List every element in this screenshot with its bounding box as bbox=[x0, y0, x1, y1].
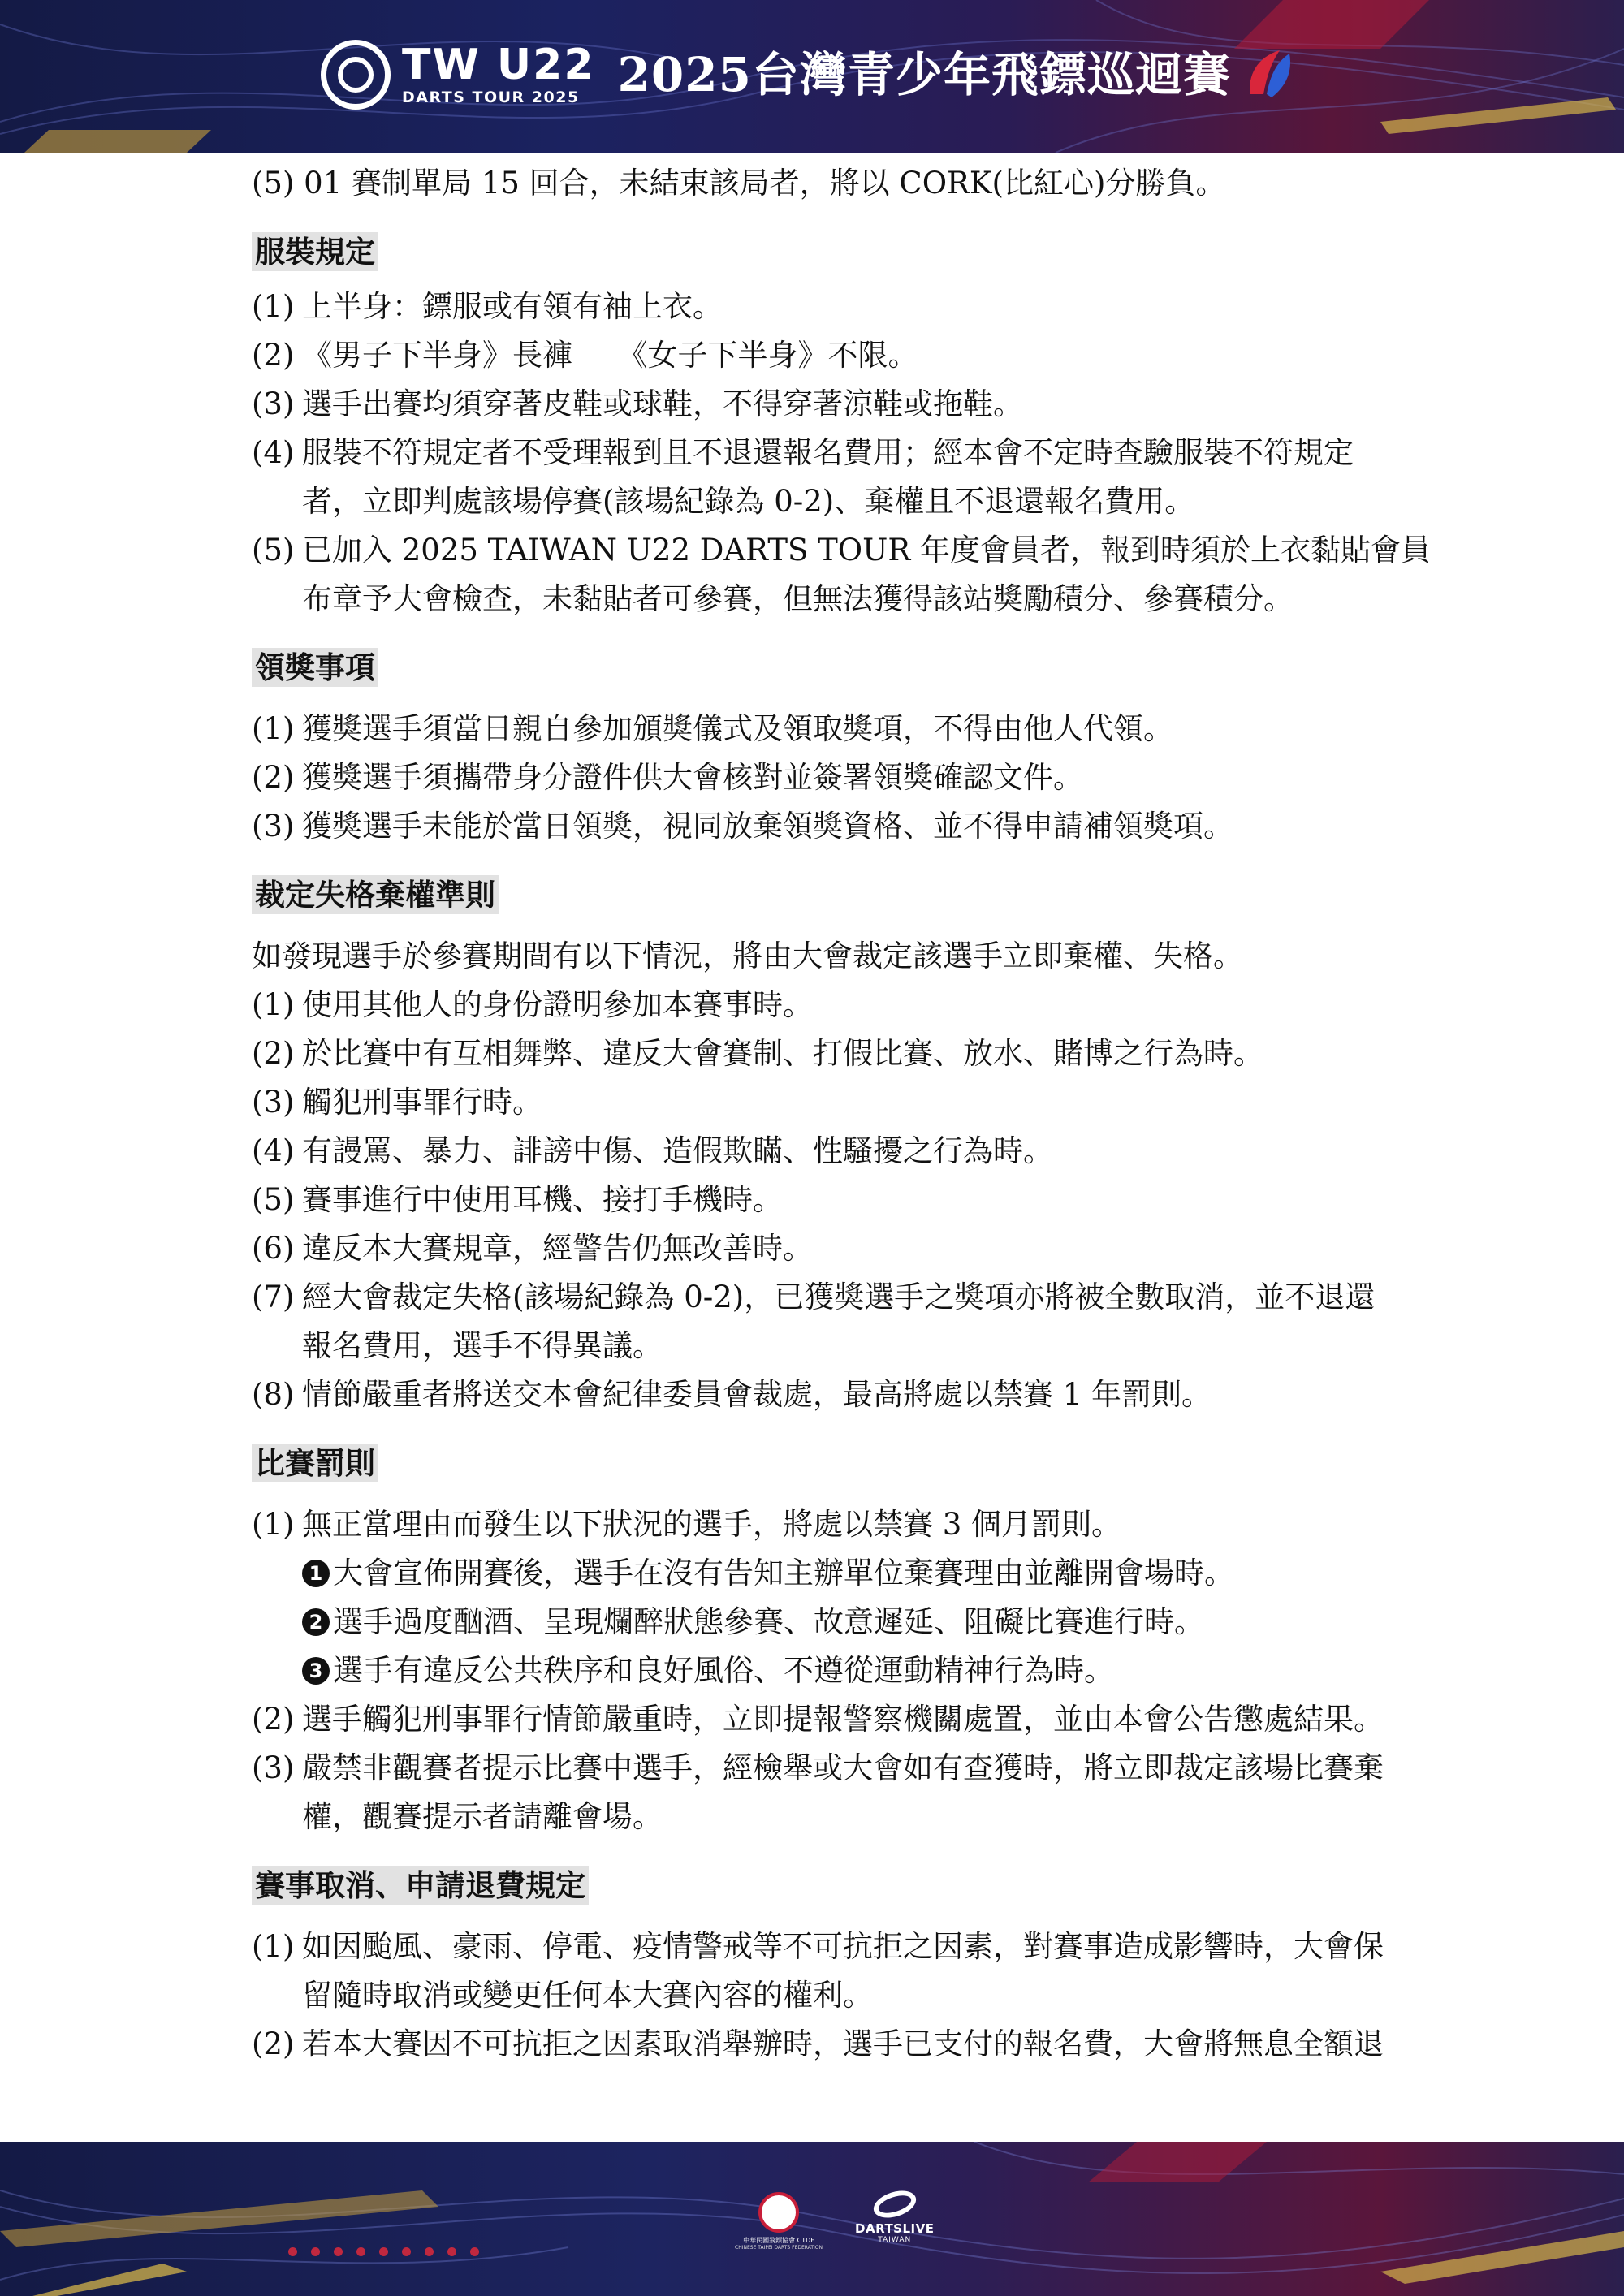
item-number: (2) bbox=[252, 1036, 295, 1071]
item-text: 賽事進行中使用耳機、接打手機時。 bbox=[302, 1182, 783, 1217]
dartslive-logo bbox=[855, 2192, 934, 2244]
sub-item-text: 選手過度酗酒、呈現爛醉狀態參賽、故意遲延、阻礙比賽進行時。 bbox=[333, 1604, 1204, 1639]
page-header bbox=[0, 0, 1624, 153]
item-text: 服裝不符規定者不受理報到且不退還報名費用；經本會不定時查驗服裝不符規定 bbox=[302, 435, 1354, 470]
item-number: (4) bbox=[252, 435, 295, 470]
section-heading: 裁定失格棄權準則 bbox=[252, 875, 499, 914]
page-title: 2025台灣青少年飛鏢巡迴賽 bbox=[617, 47, 1231, 102]
list-item bbox=[252, 1695, 1486, 1744]
item-number: (1) bbox=[252, 1929, 295, 1964]
list-item bbox=[252, 981, 1486, 1029]
list-item bbox=[252, 1127, 1486, 1176]
item-text: 已加入 2025 TAIWAN U22 DARTS TOUR 年度會員者，報到時須於上衣黏貼會員 bbox=[302, 533, 1431, 568]
item-number: (1) bbox=[252, 1507, 295, 1542]
item-text: 獲獎選手須當日親自參加頒獎儀式及領取獎項，不得由他人代領。 bbox=[302, 711, 1173, 746]
section-attire bbox=[252, 232, 1486, 624]
item-number: (8) bbox=[252, 1377, 295, 1412]
item-text: 權，觀賽提示者請離會場。 bbox=[302, 1799, 663, 1834]
footer-logos bbox=[735, 2192, 934, 2251]
brand-text bbox=[402, 42, 595, 107]
item-number: (2) bbox=[252, 338, 295, 373]
section-penalties bbox=[252, 1444, 1486, 1841]
section-awards bbox=[252, 648, 1486, 851]
list-item bbox=[252, 1224, 1486, 1273]
section-heading: 比賽罰則 bbox=[252, 1444, 378, 1482]
ctdf-logo bbox=[735, 2192, 823, 2251]
circled-number-icon: 3 bbox=[302, 1657, 330, 1685]
item-text: 使用其他人的身份證明參加本賽事時。 bbox=[302, 987, 813, 1022]
item-text: 上半身：鏢服或有領有袖上衣。 bbox=[302, 289, 723, 324]
list-item bbox=[252, 283, 1486, 331]
sub-item bbox=[252, 1598, 1486, 1646]
dartslive-name: DARTSLIVE bbox=[855, 2221, 935, 2236]
item-number: (7) bbox=[252, 1280, 295, 1314]
section-refund bbox=[252, 1866, 1486, 2069]
item-text: 報名費用，選手不得異議。 bbox=[302, 1328, 663, 1363]
intro-line: (5) 01 賽制單局 15 回合，未結束該局者，將以 CORK(比紅心)分勝負。 bbox=[252, 166, 1226, 201]
list-item bbox=[252, 1273, 1486, 1370]
list-item bbox=[252, 753, 1486, 802]
item-text: 無正當理由而發生以下狀況的選手，將處以禁賽 3 個月罰則。 bbox=[302, 1507, 1122, 1542]
header-brand bbox=[321, 34, 1301, 115]
circled-number-icon: 1 bbox=[302, 1560, 330, 1587]
list-item bbox=[252, 526, 1486, 624]
section-heading: 服裝規定 bbox=[252, 232, 378, 271]
list-item bbox=[252, 1744, 1486, 1841]
list-item bbox=[252, 802, 1486, 851]
item-text: 留隨時取消或變更任何本大賽內容的權利。 bbox=[302, 1978, 873, 2013]
circled-number-icon: 2 bbox=[302, 1608, 330, 1636]
dartslive-mark-icon bbox=[870, 2186, 919, 2222]
list-item bbox=[252, 2020, 1486, 2069]
section-heading: 領獎事項 bbox=[252, 648, 378, 687]
list-item bbox=[252, 1176, 1486, 1224]
item-number: (2) bbox=[252, 2026, 295, 2061]
item-text: 《男子下半身》長褲 《女子下半身》不限。 bbox=[302, 338, 918, 373]
item-number: (2) bbox=[252, 760, 295, 795]
item-text: 於比賽中有互相舞弊、違反大會賽制、打假比賽、放水、賭博之行為時。 bbox=[302, 1036, 1263, 1071]
section-intro: 如發現選手於參賽期間有以下情況，將由大會裁定該選手立即棄權、失格。 bbox=[252, 939, 1243, 973]
footer-dots-decoration bbox=[288, 2247, 493, 2256]
section-heading: 賽事取消、申請退費規定 bbox=[252, 1866, 589, 1905]
item-number: (3) bbox=[252, 809, 295, 844]
item-number: (3) bbox=[252, 1085, 295, 1120]
item-text: 情節嚴重者將送交本會紀律委員會裁處，最高將處以禁賽 1 年罰則。 bbox=[302, 1377, 1212, 1412]
document-body bbox=[252, 159, 1486, 2069]
item-text: 違反本大賽規章，經警告仍無改善時。 bbox=[302, 1231, 813, 1266]
item-number: (3) bbox=[252, 1750, 295, 1785]
item-text: 獲獎選手須攜帶身分證件供大會核對並簽署領獎確認文件。 bbox=[302, 760, 1083, 795]
list-item bbox=[252, 1370, 1486, 1419]
item-text: 若本大賽因不可抗拒之因素取消舉辦時，選手已支付的報名費，大會將無息全額退 bbox=[302, 2026, 1384, 2061]
sub-item-text: 大會宣佈開賽後，選手在沒有告知主辦單位棄賽理由並離開會場時。 bbox=[333, 1556, 1234, 1590]
dartslive-sub: TAIWAN bbox=[878, 2236, 912, 2244]
item-number: (2) bbox=[252, 1702, 295, 1737]
item-text: 如因颱風、豪雨、停電、疫情警戒等不可抗拒之因素，對賽事造成影響時，大會保 bbox=[302, 1929, 1384, 1964]
taiwan-emblem-icon bbox=[1239, 44, 1301, 106]
item-number: (1) bbox=[252, 711, 295, 746]
sub-item-text: 選手有違反公共秩序和良好風俗、不遵從運動精神行為時。 bbox=[333, 1653, 1114, 1688]
sub-item bbox=[252, 1549, 1486, 1598]
item-number: (1) bbox=[252, 987, 295, 1022]
list-item bbox=[252, 705, 1486, 753]
page-footer bbox=[0, 2142, 1624, 2296]
list-item bbox=[252, 1029, 1486, 1078]
item-text: 嚴禁非觀賽者提示比賽中選手，經檢舉或大會如有查獲時，將立即裁定該場比賽棄 bbox=[302, 1750, 1384, 1785]
item-number: (5) bbox=[252, 533, 295, 568]
sub-item bbox=[252, 1646, 1486, 1695]
list-item bbox=[252, 331, 1486, 380]
tour-logo-icon bbox=[321, 40, 391, 110]
item-number: (3) bbox=[252, 386, 295, 421]
ctdf-sub: CHINESE TAIPEI DARTS FEDERATION bbox=[735, 2245, 823, 2251]
brand-sub: DARTS TOUR 2025 bbox=[402, 88, 580, 106]
item-number: (5) bbox=[252, 1182, 295, 1217]
list-item bbox=[252, 380, 1486, 429]
brand-main: TW U22 bbox=[402, 41, 595, 89]
item-text: 觸犯刑事罪行時。 bbox=[302, 1085, 542, 1120]
list-item bbox=[252, 429, 1486, 526]
item-text: 布章予大會檢查，未黏貼者可參賽，但無法獲得該站獎勵積分、參賽積分。 bbox=[302, 581, 1294, 616]
ctdf-emblem-icon bbox=[758, 2192, 799, 2233]
item-text: 獲獎選手未能於當日領獎，視同放棄領獎資格、並不得申請補領獎項。 bbox=[302, 809, 1233, 844]
list-item bbox=[252, 1500, 1486, 1549]
item-number: (6) bbox=[252, 1231, 295, 1266]
item-text: 經大會裁定失格(該場紀錄為 0-2)，已獲獎選手之獎項亦將被全數取消，並不退還 bbox=[302, 1280, 1376, 1314]
item-number: (1) bbox=[252, 289, 295, 324]
item-text: 選手觸犯刑事罪行情節嚴重時，立即提報警察機關處置，並由本會公告懲處結果。 bbox=[302, 1702, 1384, 1737]
item-text: 者，立即判處該場停賽(該場紀錄為 0-2)、棄權且不退還報名費用。 bbox=[302, 484, 1195, 519]
item-number: (4) bbox=[252, 1133, 295, 1168]
list-item bbox=[252, 1078, 1486, 1127]
item-text: 選手出賽均須穿著皮鞋或球鞋，不得穿著涼鞋或拖鞋。 bbox=[302, 386, 1023, 421]
ctdf-name: 中華民國飛鏢協會 CTDF bbox=[743, 2237, 814, 2244]
list-item bbox=[252, 1923, 1486, 2020]
item-text: 有謾罵、暴力、誹謗中傷、造假欺瞞、性騷擾之行為時。 bbox=[302, 1133, 1053, 1168]
section-disqualification bbox=[252, 875, 1486, 1419]
